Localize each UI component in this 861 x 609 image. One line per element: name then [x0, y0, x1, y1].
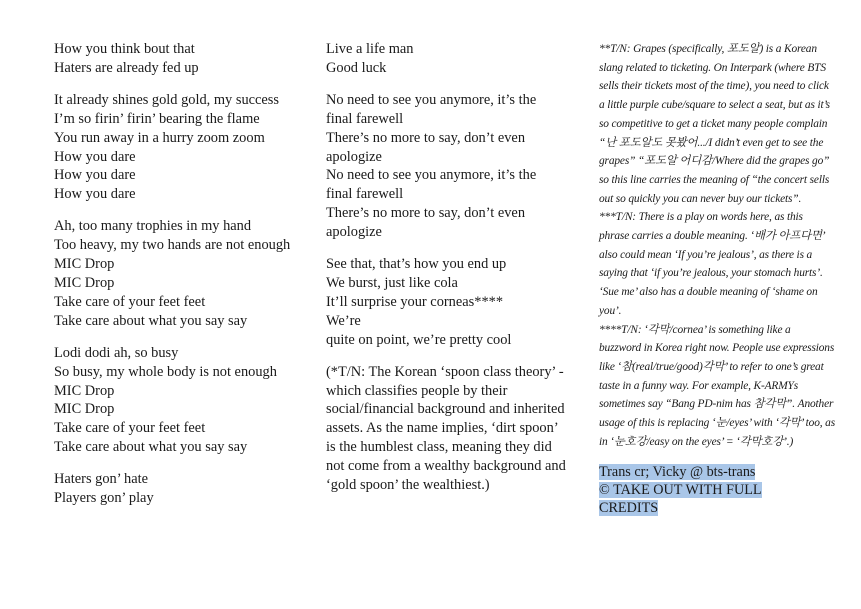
translator-note-grapes: **T/N: Grapes (specifically, 포도알) is a Korean slang related to ticketing. On Interpark (where BTS sells their tickets most of the time), you need to click a little purple cube/square to select a seat, but as it’s so competitive to get a ticket many people complain “난 포도알도 못봤어.../I didn’t even get to see the grapes” “포도알 어디감/Where did the grapes go” so this line carries the meaning of “the concert sells out so quickly you can never buy our tickets”. — [599, 43, 830, 205]
lyric-line: No need to see you anymore, it’s the final farewell — [326, 167, 537, 203]
lyric-line: I’m so firin’ firin’ bearing the flame — [54, 110, 260, 127]
lyric-line: Take care about what you say say — [54, 439, 248, 456]
lyric-line: We burst, just like cola — [326, 274, 458, 291]
stanza — [54, 217, 292, 330]
lyric-line: There’s no more to say, don’t even apologize — [326, 205, 526, 241]
lyric-line: MIC Drop — [54, 401, 115, 418]
stanza — [326, 91, 566, 242]
lyric-line: Players gon’ play — [54, 490, 154, 507]
lyric-line: Live a life man — [326, 41, 414, 57]
credit-line: Trans cr; Vicky @ bts-trans — [599, 464, 756, 481]
stanza — [54, 91, 292, 204]
lyric-line: Take care about what you say say — [54, 312, 248, 329]
stanza — [54, 344, 292, 457]
lyric-line: Haters gon’ hate — [54, 471, 149, 488]
lyric-line: So busy, my whole body is not enough — [54, 363, 277, 380]
lyric-line: How you dare — [54, 186, 136, 203]
lyric-line: MIC Drop — [54, 382, 115, 399]
credit-line: CREDITS — [599, 500, 659, 517]
lyric-line: How you dare — [54, 167, 136, 184]
credit-line: © TAKE OUT WITH FULL — [599, 482, 762, 499]
lyric-line: How you think bout that — [54, 41, 195, 57]
lyric-line: It already shines gold gold, my success — [54, 91, 280, 108]
lyrics-column-1 — [54, 40, 292, 521]
translator-note-double-meaning: ***T/N: There is a play on words here, as this phrase carries a double meaning. ‘배가 아프다면’ also could mean ‘If you’re jealous’, as there is a saying that ‘if you’re jealous, your stomach hurts’. ‘Sue me’ also has a double meaning of ‘shame on you’. — [599, 211, 825, 317]
stanza — [54, 40, 292, 78]
lyric-line: quite on point, we’re pretty cool — [326, 331, 512, 348]
translator-note-spoon — [326, 363, 566, 495]
lyric-line: No need to see you anymore, it’s the final farewell — [326, 91, 537, 127]
stanza — [54, 470, 292, 508]
stanza — [326, 255, 566, 350]
lyric-line: Take care of your feet feet — [54, 293, 206, 310]
lyric-line: Take care of your feet feet — [54, 420, 206, 437]
stanza — [326, 40, 566, 78]
lyric-line: You run away in a hurry zoom zoom — [54, 129, 265, 146]
lyric-line: MIC Drop — [54, 274, 115, 291]
lyric-line: Too heavy, my two hands are not enough — [54, 237, 291, 254]
translator-notes-column — [599, 40, 835, 517]
translation-credits — [599, 463, 835, 517]
translator-note-cornea: ****T/N: ‘각막/cornea’ is something like a buzzword in Korea right now. People use expressions like ‘참(real/true/good)각막’ to refer to one’s great taste in a funny way. For example, K-ARMYs sometimes say “Bang PD-nim has 참각막”. Another usage of this is replacing ‘눈/eyes’ with ‘각막’ too, as in ‘눈호강/easy on the eyes’ = ‘각막호강’.) — [599, 323, 835, 448]
lyric-line: Ah, too many trophies in my hand — [54, 218, 252, 235]
lyric-line: Haters are already fed up — [54, 59, 199, 76]
lyrics-column-2 — [326, 40, 566, 508]
lyric-line: Lodi dodi ah, so busy — [54, 344, 179, 361]
lyric-line: It’ll surprise your corneas**** — [326, 293, 504, 310]
note-text: (*T/N: The Korean ‘spoon class theory’ - which classifies people by their social/financial background and inherited assets. As the name implies, ‘dirt spoon’ is the humblest class, meaning they did not come from a wealthy background and ‘gold spoon’ the wealthiest.) — [326, 363, 566, 494]
lyric-line: There’s no more to say, don’t even apologize — [326, 129, 526, 165]
lyric-line: Good luck — [326, 59, 387, 76]
lyric-line: MIC Drop — [54, 256, 115, 273]
lyric-line: See that, that’s how you end up — [326, 256, 507, 273]
lyric-line: We’re — [326, 312, 361, 329]
lyric-line: How you dare — [54, 148, 136, 165]
